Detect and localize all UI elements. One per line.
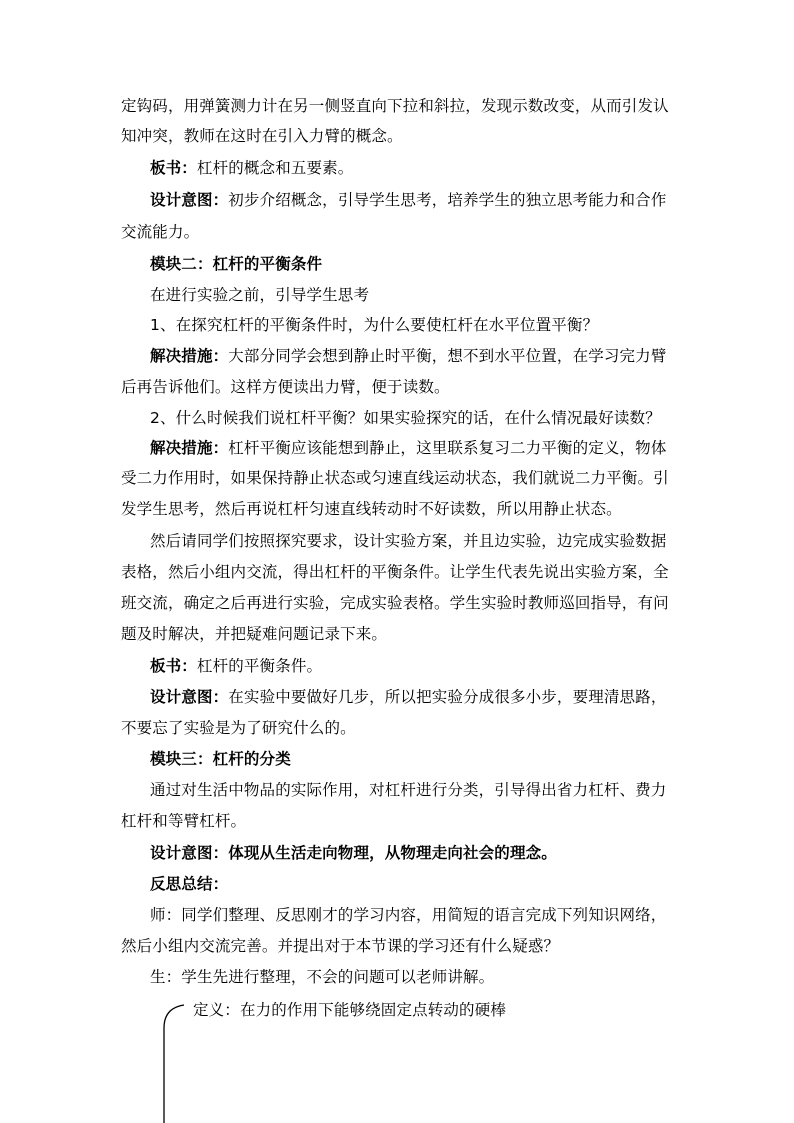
knowledge-network-definition: 定义：在力的作用下能够绕固定点转动的硬棒	[193, 1001, 507, 1019]
paragraph-line	[121, 936, 681, 956]
question-line	[150, 315, 710, 335]
bold-label: 设计意图：	[150, 191, 229, 209]
paragraph-line	[150, 905, 710, 925]
text-segment: 在进行实验之前，引导学生思考	[150, 286, 370, 304]
paragraph-line	[121, 718, 681, 738]
text-segment: 受二力作用时，如果保持静止状态或匀速直线运动状态，我们就说二力平衡。引	[121, 469, 669, 487]
paragraph-line	[121, 811, 681, 831]
text-segment: 不要忘了实验是为了研究什么的。	[121, 719, 356, 737]
text-segment: 1、在探究杠杆的平衡条件时，为什么要使杠杆在水平位置平衡？	[150, 316, 599, 334]
bold-label: 解决措施：	[150, 347, 229, 365]
paragraph-line	[150, 531, 710, 551]
text-segment: 后再告诉他们。这样方便读出力臂，便于读数。	[121, 378, 450, 396]
board-note-line	[150, 158, 710, 178]
text-segment: 然后小组内交流完善。并提出对于本节课的学习还有什么疑惑？	[121, 937, 560, 955]
paragraph-line	[121, 562, 681, 582]
board-note-line	[150, 656, 710, 676]
section-heading-module-2	[150, 254, 710, 274]
question-line	[150, 408, 710, 428]
bold-label: 模块二：杠杆的平衡条件	[150, 255, 323, 273]
text-segment: 2、什么时候我们说杠杆平衡？如果实验探究的话，在什么情况最好读数？	[150, 409, 661, 427]
text-segment: 然后请同学们按照探究要求，设计实验方案，并且边实验，边完成实验数据	[150, 532, 667, 550]
paragraph-line	[121, 499, 681, 519]
paragraph-line	[150, 780, 710, 800]
bold-label: 板书：	[150, 159, 197, 177]
bold-label: 解决措施：	[150, 439, 229, 457]
paragraph-line	[121, 96, 681, 116]
paragraph-line	[121, 593, 681, 613]
text-segment: 杠杆的平衡条件。	[196, 657, 323, 675]
text-segment: 定钩码，用弹簧测力计在另一侧竖直向下拉和斜拉，发现示数改变，从而引发认	[121, 97, 669, 115]
text-segment: 杠杆和等臂杠杆。	[121, 812, 247, 830]
text-segment: 班交流，确定之后再进行实验，完成实验表格。学生实验时教师巡回指导，有问	[121, 594, 669, 612]
paragraph-line	[150, 967, 710, 987]
bold-label: 板书：	[150, 657, 197, 675]
text-segment: 大部分同学会想到静止时平衡，想不到水平位置，在学习完力臂	[228, 347, 667, 365]
text-segment: 在实验中要做好几步，所以把实验分成很多小步，要理清思路，	[228, 688, 667, 706]
design-intent-line	[150, 687, 710, 707]
text-segment: 表格，然后小组内交流，得出杠杆的平衡条件。让学生代表先说出实验方案，全	[121, 563, 669, 581]
design-intent-line	[150, 843, 710, 863]
bold-label: 设计意图：体现从生活走向物理，从物理走向社会的理念。	[150, 844, 557, 862]
bold-label: 设计意图：	[150, 688, 229, 706]
text-segment: 通过对生活中物品的实际作用，对杠杆进行分类，引导得出省力杠杆、费力	[150, 781, 667, 799]
knowledge-network-brace	[160, 1004, 188, 1123]
text-segment: 师：同学们整理、反思刚才的学习内容，用简短的语言完成下列知识网络，	[150, 906, 667, 924]
paragraph-line	[121, 126, 681, 146]
text-segment: 知冲突，教师在这时在引入力臂的概念。	[121, 127, 403, 145]
text-segment: 交流能力。	[121, 223, 200, 241]
text-segment: 初步介绍概念，引导学生思考，培养学生的独立思考能力和合作	[228, 191, 667, 209]
text-segment: 发学生思考，然后再说杠杆匀速直线转动时不好读数，所以用静止状态。	[121, 500, 622, 518]
paragraph-line	[121, 222, 681, 242]
paragraph-line	[150, 285, 710, 305]
paragraph-line	[121, 468, 681, 488]
bold-label: 模块三：杠杆的分类	[150, 750, 291, 768]
section-heading-reflection	[150, 874, 710, 894]
solution-line	[150, 438, 710, 458]
section-heading-module-3	[150, 749, 710, 769]
text-segment: 生：学生先进行整理，不会的问题可以老师讲解。	[150, 968, 495, 986]
bold-label: 反思总结：	[150, 875, 229, 893]
text-segment: 杠杆的概念和五要素。	[196, 159, 354, 177]
design-intent-line	[150, 190, 710, 210]
solution-line	[150, 346, 710, 366]
paragraph-line	[121, 377, 681, 397]
text-segment: 题及时解决，并把疑难问题记录下来。	[121, 625, 388, 643]
paragraph-line	[121, 624, 681, 644]
text-segment: 杠杆平衡应该能想到静止，这里联系复习二力平衡的定义，物体	[228, 439, 667, 457]
